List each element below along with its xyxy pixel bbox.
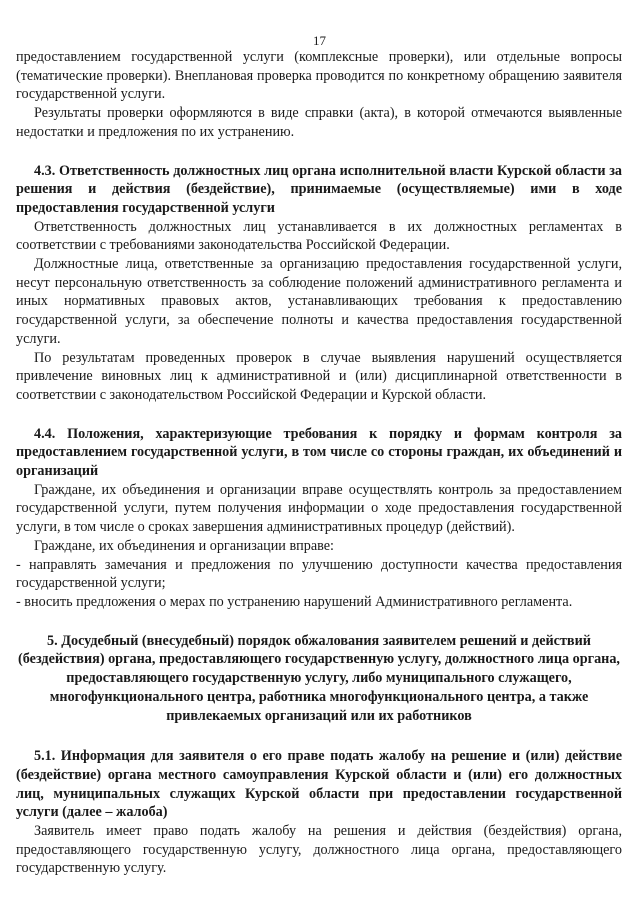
- section-4-3-paragraph-2: Должностные лица, ответственные за организацию предоставления государственной услуги, несут персональную ответственность за соблюдение положений административного регламента и иных нормативных правовых актов, устанавливающих требования к предоставлению государственной услуги, за обеспечение полноты и качества предоставления государственной услуги.: [16, 256, 622, 347]
- section-4-4-paragraph-1: Граждане, их объединения и организации вправе осуществлять контроль за предоставлением государственной услуги, путем получения информации о ходе предоставления государственной услуги, в том числе о сроках завершения административных процедур (действий).: [16, 481, 622, 536]
- section-4-4-list-item-1: - направлять замечания и предложения по улучшению доступности качества предоставления государственной услуги;: [16, 556, 622, 592]
- section-4-4-list-item-2: - вносить предложения о мерах по устранению нарушений Административного регламента.: [16, 593, 573, 610]
- page-number: 17: [313, 33, 326, 48]
- intro-paragraph-2: Результаты проверки оформляются в виде справки (акта), в которой отмечаются выявленные недостатки и предложения по их устранению.: [16, 105, 622, 140]
- intro-paragraph-1: предоставлением государственной услуги (комплексные проверки), или отдельные вопросы (тематические проверки). Внеплановая проверка проводится по конкретному обращению заявителя государственной услуги.: [16, 49, 622, 103]
- section-4-4-heading: 4.4. Положения, характеризующие требования к порядку и формам контроля за предоставлением государственной услуги, в том числе со стороны граждан, их объединений и организаций: [16, 425, 622, 480]
- section-4-3-paragraph-1: Ответственность должностных лиц устанавливается в их должностных регламентах в соответствии с требованиями законодательства Российской Федерации.: [16, 218, 622, 254]
- page-content: [16, 48, 622, 878]
- section-5-1-paragraph-1: Заявитель имеет право подать жалобу на решения и действия (бездействия) органа, предоставляющего государственную услугу, должностного лица органа, предоставляющего государственную услугу.: [16, 823, 622, 877]
- section-4-3-heading: 4.3. Ответственность должностных лиц органа исполнительной власти Курской области за решения и действия (бездействие), принимаемые (осуществляемые) ими в ходе предоставления государственной услуги: [16, 162, 622, 216]
- section-5-heading: 5. Досудебный (внесудебный) порядок обжалования заявителем решений и действий (бездействия) органа, предоставляющего государственную услугу, должностного лица органа, предоставляющего государственную услугу, либо муниципального служащего, многофункционального центра, работника многофункционального центра, а также привлекаемых организаций или их работников: [18, 632, 620, 724]
- section-4-4-paragraph-2: Граждане, их объединения и организации вправе:: [34, 537, 334, 554]
- section-5-1-heading: 5.1. Информация для заявителя о его праве подать жалобу на решение и (или) действие (бездействие) органа местного самоуправления Курской области и (или) его должностных лиц, муниципальных служащих Курской области при предоставлении государственной услуги (далее – жалоба): [16, 748, 622, 821]
- section-4-3-paragraph-3: По результатам проведенных проверок в случае выявления нарушений осуществляется привлечение виновных лиц к административной и (или) дисциплинарной ответственности в соответствии с законодательством Российской Федерации и Курской области.: [16, 349, 622, 403]
